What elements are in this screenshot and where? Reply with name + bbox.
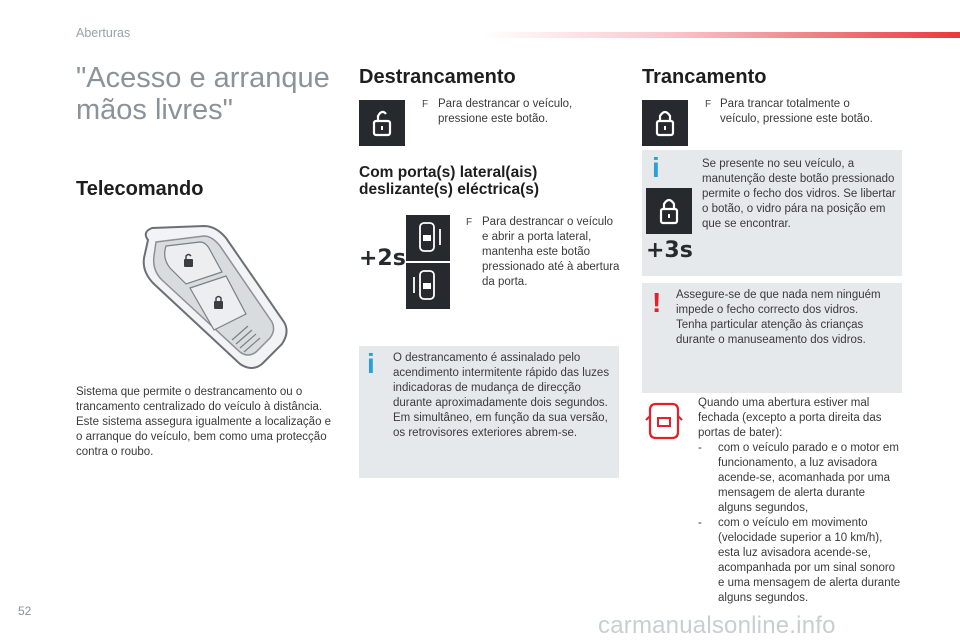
sliding-door-step-text: Para destrancar o veículo e abrir a porta lateral, mantenha este botão pressionado até à abertura da porta. [482, 216, 620, 288]
door-open-warning-icon [644, 400, 684, 442]
unlocking-heading: Destrancamento [359, 66, 516, 88]
warning-icon: ! [652, 287, 662, 318]
warning-text: Assegure-se de que nada nem ninguém impede o fecho correcto dos vidros. Tenha particular atenção às crianças durante o manuseamento dos vidros. [676, 289, 881, 346]
list-item-text: com o veículo parado e o motor em funcionamento, a luz avisadora acende-se, acomanhada por uma mensagem de alerta durante alguns segundos, [718, 442, 899, 514]
bullet-marker: F [422, 99, 429, 110]
locking-heading: Trancamento [642, 66, 767, 88]
door-alert-list [698, 441, 902, 606]
lock-button-icon [642, 100, 688, 146]
hold-3s-icon: +3s [646, 238, 693, 263]
list-item [698, 516, 902, 606]
page-number: 52 [18, 604, 32, 618]
info-icon: i [652, 152, 660, 183]
sliding-door-heading: Com porta(s) lateral(ais) deslizante(s) eléctrica(s) [359, 164, 540, 198]
header-accent-bar [480, 32, 960, 38]
list-item-text: com o veículo em movimento (velocidade superior a 10 km/h), esta luz avisadora acende-se, acompanhada por um sinal sonoro e uma mensagem de alerta durante alguns segundos. [718, 517, 901, 604]
remote-description: Sistema que permite o destrancamento ou o trancamento centralizado do veículo à distância. Este sistema assegura igualmente a localização e o arranque do veículo, bem como uma protecção contra o roubo. [76, 386, 332, 458]
lock-button-icon [646, 188, 692, 234]
unlock-info-box [359, 346, 619, 478]
dash-marker: - [698, 517, 702, 529]
sliding-door-left-icon [406, 215, 450, 261]
remote-key-image [134, 222, 294, 372]
lock-step-text: Para trancar totalmente o veículo, pressione este botão. [720, 98, 873, 125]
section-label: Aberturas [76, 26, 131, 40]
list-item [698, 441, 902, 516]
door-alert-intro: Quando uma abertura estiver mal fechada (excepto a porta direita das portas de bater): [698, 397, 882, 439]
sliding-door-right-icon [406, 263, 450, 309]
watermark: carmanualsonline.info [598, 612, 836, 639]
lock-info-text: Se presente no seu veículo, a manutenção deste botão pressionado permite o fecho dos vidros. Se libertar o botão, o vidro pára na posição em que se encontrar. [702, 158, 896, 230]
warning-box [642, 283, 902, 393]
bullet-marker: F [466, 217, 473, 228]
unlock-button-icon [359, 100, 405, 146]
unlock-step-text: Para destrancar o veículo, pressione este botão. [438, 98, 573, 125]
dash-marker: - [698, 442, 702, 454]
bullet-marker: F [705, 99, 712, 110]
page-title: "Acesso e arranque mãos livres" [76, 62, 330, 126]
info-icon: i [367, 348, 375, 379]
remote-heading: Telecomando [76, 178, 204, 200]
hold-2s-icon: +2s [359, 246, 406, 271]
lock-info-box [642, 150, 902, 276]
unlock-info-text: O destrancamento é assinalado pelo acendimento intermitente rápido das luzes indicadoras de mudança de direcção durante aproximadamente dois segundos. Em simultâneo, em função da sua versão, os retrovisores exteriores abrem-se. [393, 352, 610, 439]
